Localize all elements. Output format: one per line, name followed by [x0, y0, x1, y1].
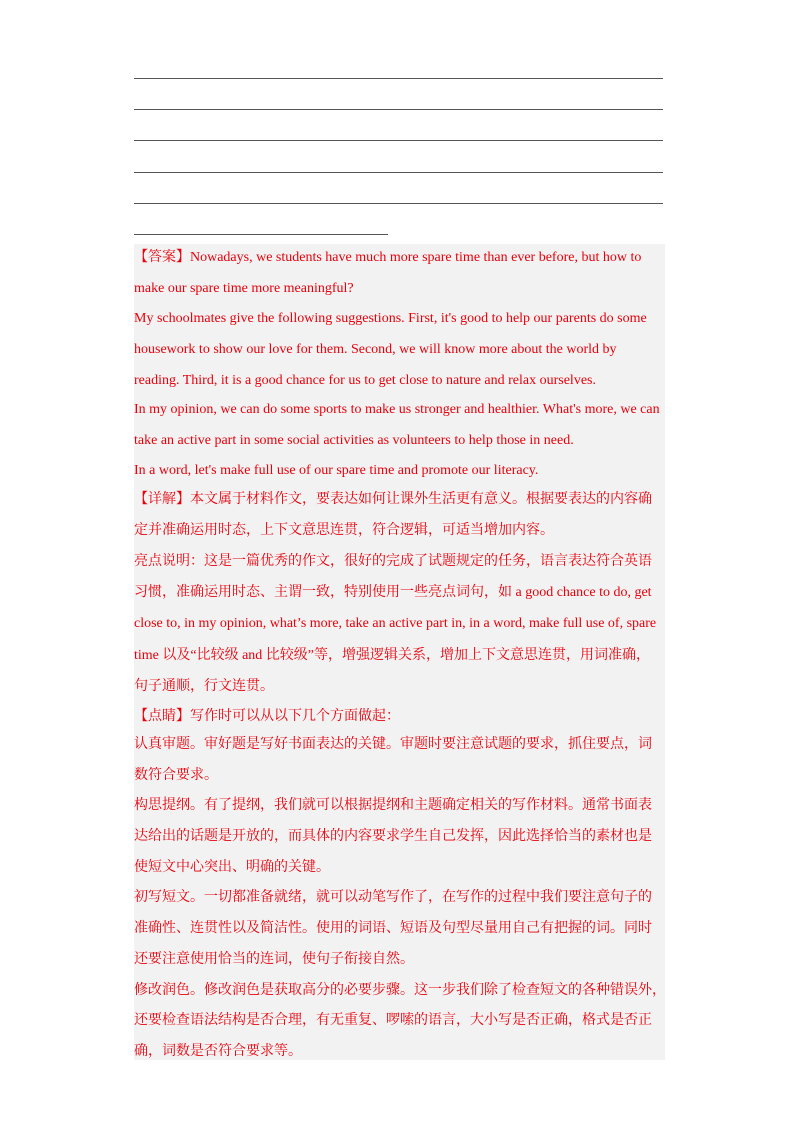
answer-line: housework to show our love for them. Second, we will know more about the world by [134, 342, 617, 357]
tips-line: 还要检查语法结构是否合理，有无重复、啰嗦的语言，大小写是否正确，格式是否正 [134, 1013, 652, 1028]
detail-text: 本文属于材料作文，要表达如何让课外生活更有意义。根据要表达的内容确 [190, 492, 652, 507]
tips-line: 确，词数是否符合要求等。 [134, 1044, 302, 1059]
answer-line [134, 250, 665, 266]
detail-line: 定并准确运用时态，上下文意思连贯，符合逻辑，可适当增加内容。 [134, 523, 554, 538]
detail-line: time 以及“比较级 and 比较级”等，增强逻辑关系，增加上下文意思连贯，用词准确， [134, 648, 651, 663]
answer-line: My schoolmates give the following suggestions. First, it's good to help our parents do some [134, 311, 647, 326]
writing-line-3 [134, 140, 663, 141]
tips-line: 数符合要求。 [134, 768, 218, 783]
detail-line: 习惯，准确运用时态、主谓一致，特别使用一些亮点词句，如 a good chance to do, get [134, 585, 652, 600]
writing-line-6 [134, 234, 388, 235]
tips-line: 初写短文。一切都准备就绪，就可以动笔写作了，在写作的过程中我们要注意句子的 [134, 890, 652, 905]
tips-line: 达给出的话题是开放的，而具体的内容要求学生自己发挥，因此选择恰当的素材也是 [134, 829, 652, 844]
tips-line: 认真审题。审好题是写好书面表达的关键。审题时要注意试题的要求，抓住要点，词 [134, 737, 652, 752]
writing-line-2 [134, 109, 663, 110]
writing-line-5 [134, 203, 663, 204]
answer-line: In my opinion, we can do some sports to make us stronger and healthier. What's more, we can [134, 402, 660, 417]
tips-line: 准确性、连贯性以及简洁性。使用的词语、短语及句型尽量用自己有把握的词。同时 [134, 921, 652, 936]
tips-line: 使短文中心突出、明确的关键。 [134, 860, 330, 875]
writing-line-1 [134, 78, 663, 79]
answer-line: take an active part in some social activities as volunteers to help those in need. [134, 433, 574, 448]
tips-text: 写作时可以从以下几个方面做起： [190, 709, 400, 724]
answer-line: In a word, let's make full use of our spare time and promote our literacy. [134, 463, 539, 478]
answer-tag: 【答案】 [134, 250, 190, 265]
tips-line [134, 709, 665, 725]
tips-line: 还要注意使用恰当的连词，使句子衔接自然。 [134, 952, 414, 967]
tips-line: 修改润色。修改润色是获取高分的必要步骤。这一步我们除了检查短文的各种错误外， [134, 983, 666, 998]
detail-line: 亮点说明：这是一篇优秀的作文，很好的完成了试题规定的任务，语言表达符合英语 [134, 554, 652, 569]
detail-line: 句子通顺，行文连贯。 [134, 679, 274, 694]
detail-line [134, 492, 665, 508]
answer-line: make our spare time more meaningful? [134, 281, 354, 296]
tips-tag: 【点睛】 [134, 709, 190, 724]
detail-line: close to, in my opinion, what’s more, take an active part in, in a word, make full use of, spare [134, 616, 657, 631]
answer-line: reading. Third, it is a good chance for us to get close to nature and relax ourselves. [134, 373, 596, 388]
detail-tag: 【详解】 [134, 492, 190, 507]
tips-line: 构思提纲。有了提纲，我们就可以根据提纲和主题确定相关的写作材料。通常书面表 [134, 798, 652, 813]
writing-line-4 [134, 172, 663, 173]
answer-text: Nowadays, we students have much more spare time than ever before, but how to [190, 250, 642, 265]
